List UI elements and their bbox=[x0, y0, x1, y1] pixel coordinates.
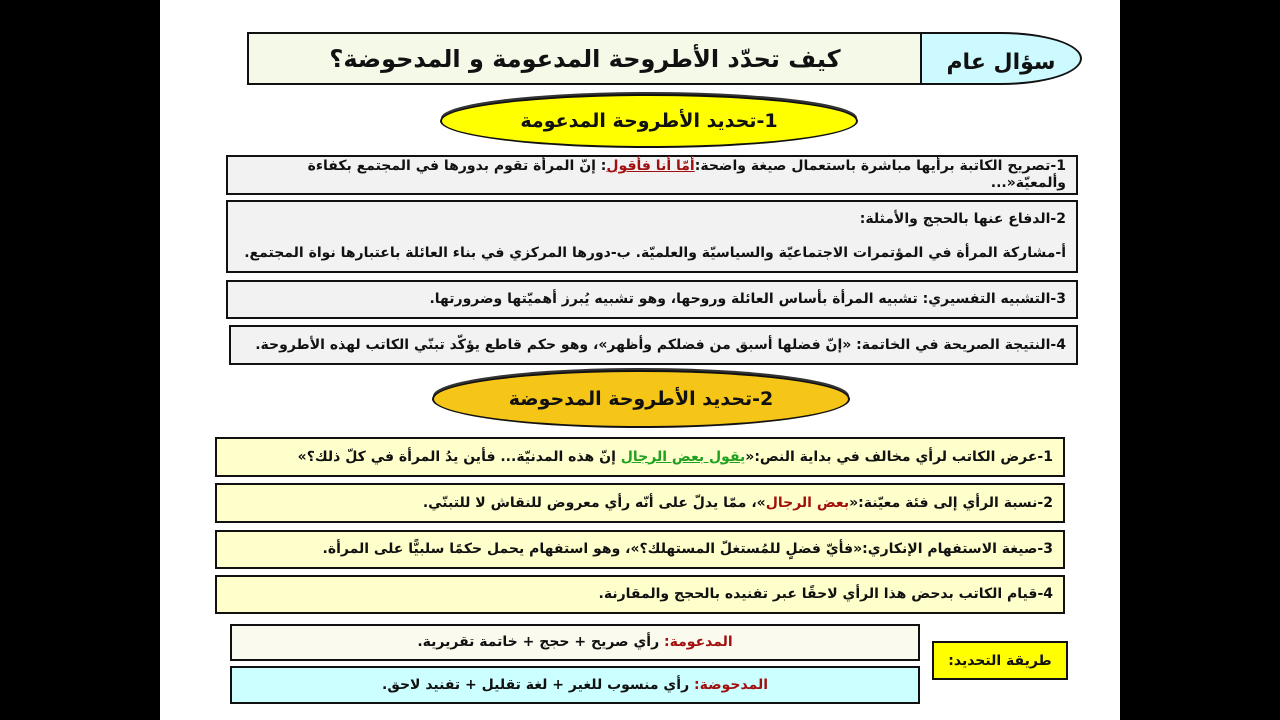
highlight-quote: أمّا أنا فأقول bbox=[606, 158, 695, 175]
refuted-text: رأي منسوب للغير + لغة تقليل + تفنيد لاحق. bbox=[382, 676, 694, 693]
section2-item-4 bbox=[215, 575, 1065, 614]
general-question-tab bbox=[920, 32, 1082, 85]
item-text: 4-قيام الكاتب بدحض هذا الرأي لاحقًا عبر تفنيده بالحجج والمقارنة. bbox=[598, 586, 1053, 603]
section1-item-3 bbox=[226, 280, 1078, 319]
item-text: 3-صيغة الاستفهام الإنكاري:«فأيّ فضلٍ للمُستغلّ المستهلك؟»، وهو استفهام يحمل حكمًا سلبيًّا على المرأة. bbox=[322, 541, 1053, 558]
section1-heading-text: 1-تحديد الأطروحة المدعومة bbox=[520, 110, 778, 132]
section2-heading bbox=[432, 370, 850, 428]
section2-heading-text: 2-تحديد الأطروحة المدحوضة bbox=[508, 388, 774, 410]
item-text: 1-تصريح الكاتبة برأيها مباشرة باستعمال صيغة واضحة: bbox=[694, 158, 1066, 175]
item-text-line2: أ-مشاركة المرأة في المؤتمرات الاجتماعيّة والسياسيّة والعلميّة. ب-دورها المركزي في بناء العائلة باعتبارها نواة المجتمع. bbox=[244, 245, 1066, 262]
item-text: 4-النتيجة الصريحة في الخاتمة: «إنّ فضلها أسبق من فضلكم وأظهر»، وهو حكم قاطع يؤكّد تبنّي الكاتب لهذه الأطروحة. bbox=[255, 336, 1066, 353]
section2-item-2 bbox=[215, 483, 1065, 523]
method-label bbox=[932, 641, 1068, 680]
refuted-label: المدحوضة: bbox=[694, 676, 769, 693]
item-text-cont: »، ممّا يدلّ على أنّه رأي معروض للنقاش لا للتبنّي. bbox=[422, 494, 766, 511]
summary-supported bbox=[230, 624, 920, 661]
supported-text: رأي صريح + حجج + خاتمة تقريرية. bbox=[417, 634, 665, 651]
item-text-line1: 2-الدفاع عنها بالحجج والأمثلة: bbox=[859, 210, 1066, 227]
section1-item-2 bbox=[226, 200, 1078, 273]
section2-item-3 bbox=[215, 530, 1065, 569]
item-text-cont: إنّ هذه المدنيّة... فأين يدُ المرأة في كلّ ذلك؟» bbox=[297, 448, 621, 465]
highlight-quote: بعض الرجال bbox=[765, 494, 850, 511]
supported-label: المدعومة: bbox=[664, 634, 733, 651]
section1-item-4 bbox=[229, 325, 1078, 365]
title-box bbox=[247, 32, 923, 85]
item-text-cont: : إنّ المرأة تقوم بدورها في المجتمع بكفاءة وألمعيّة«... bbox=[307, 158, 1066, 191]
item-text: 2-نسبة الرأي إلى فئة معيّنة:« bbox=[849, 494, 1053, 511]
tab-label: سؤال عام bbox=[946, 50, 1056, 75]
highlight-quote: يقول بعض الرجال bbox=[620, 448, 746, 465]
summary-refuted bbox=[230, 666, 920, 704]
item-text: 1-عرض الكاتب لرأي مخالف في بداية النص:« bbox=[745, 448, 1053, 465]
method-label-text: طريقة التحديد: bbox=[948, 652, 1052, 669]
section2-item-1 bbox=[215, 437, 1065, 477]
section1-item-1 bbox=[226, 155, 1078, 195]
item-text: 3-التشبيه التفسيري: تشبيه المرأة بأساس العائلة وروحها، وهو تشبيه يُبرز أهميّتها وضرورتها. bbox=[429, 291, 1066, 308]
section1-heading bbox=[440, 94, 858, 148]
page-title: كيف تحدّد الأطروحة المدعومة و المدحوضة؟ bbox=[329, 44, 841, 73]
